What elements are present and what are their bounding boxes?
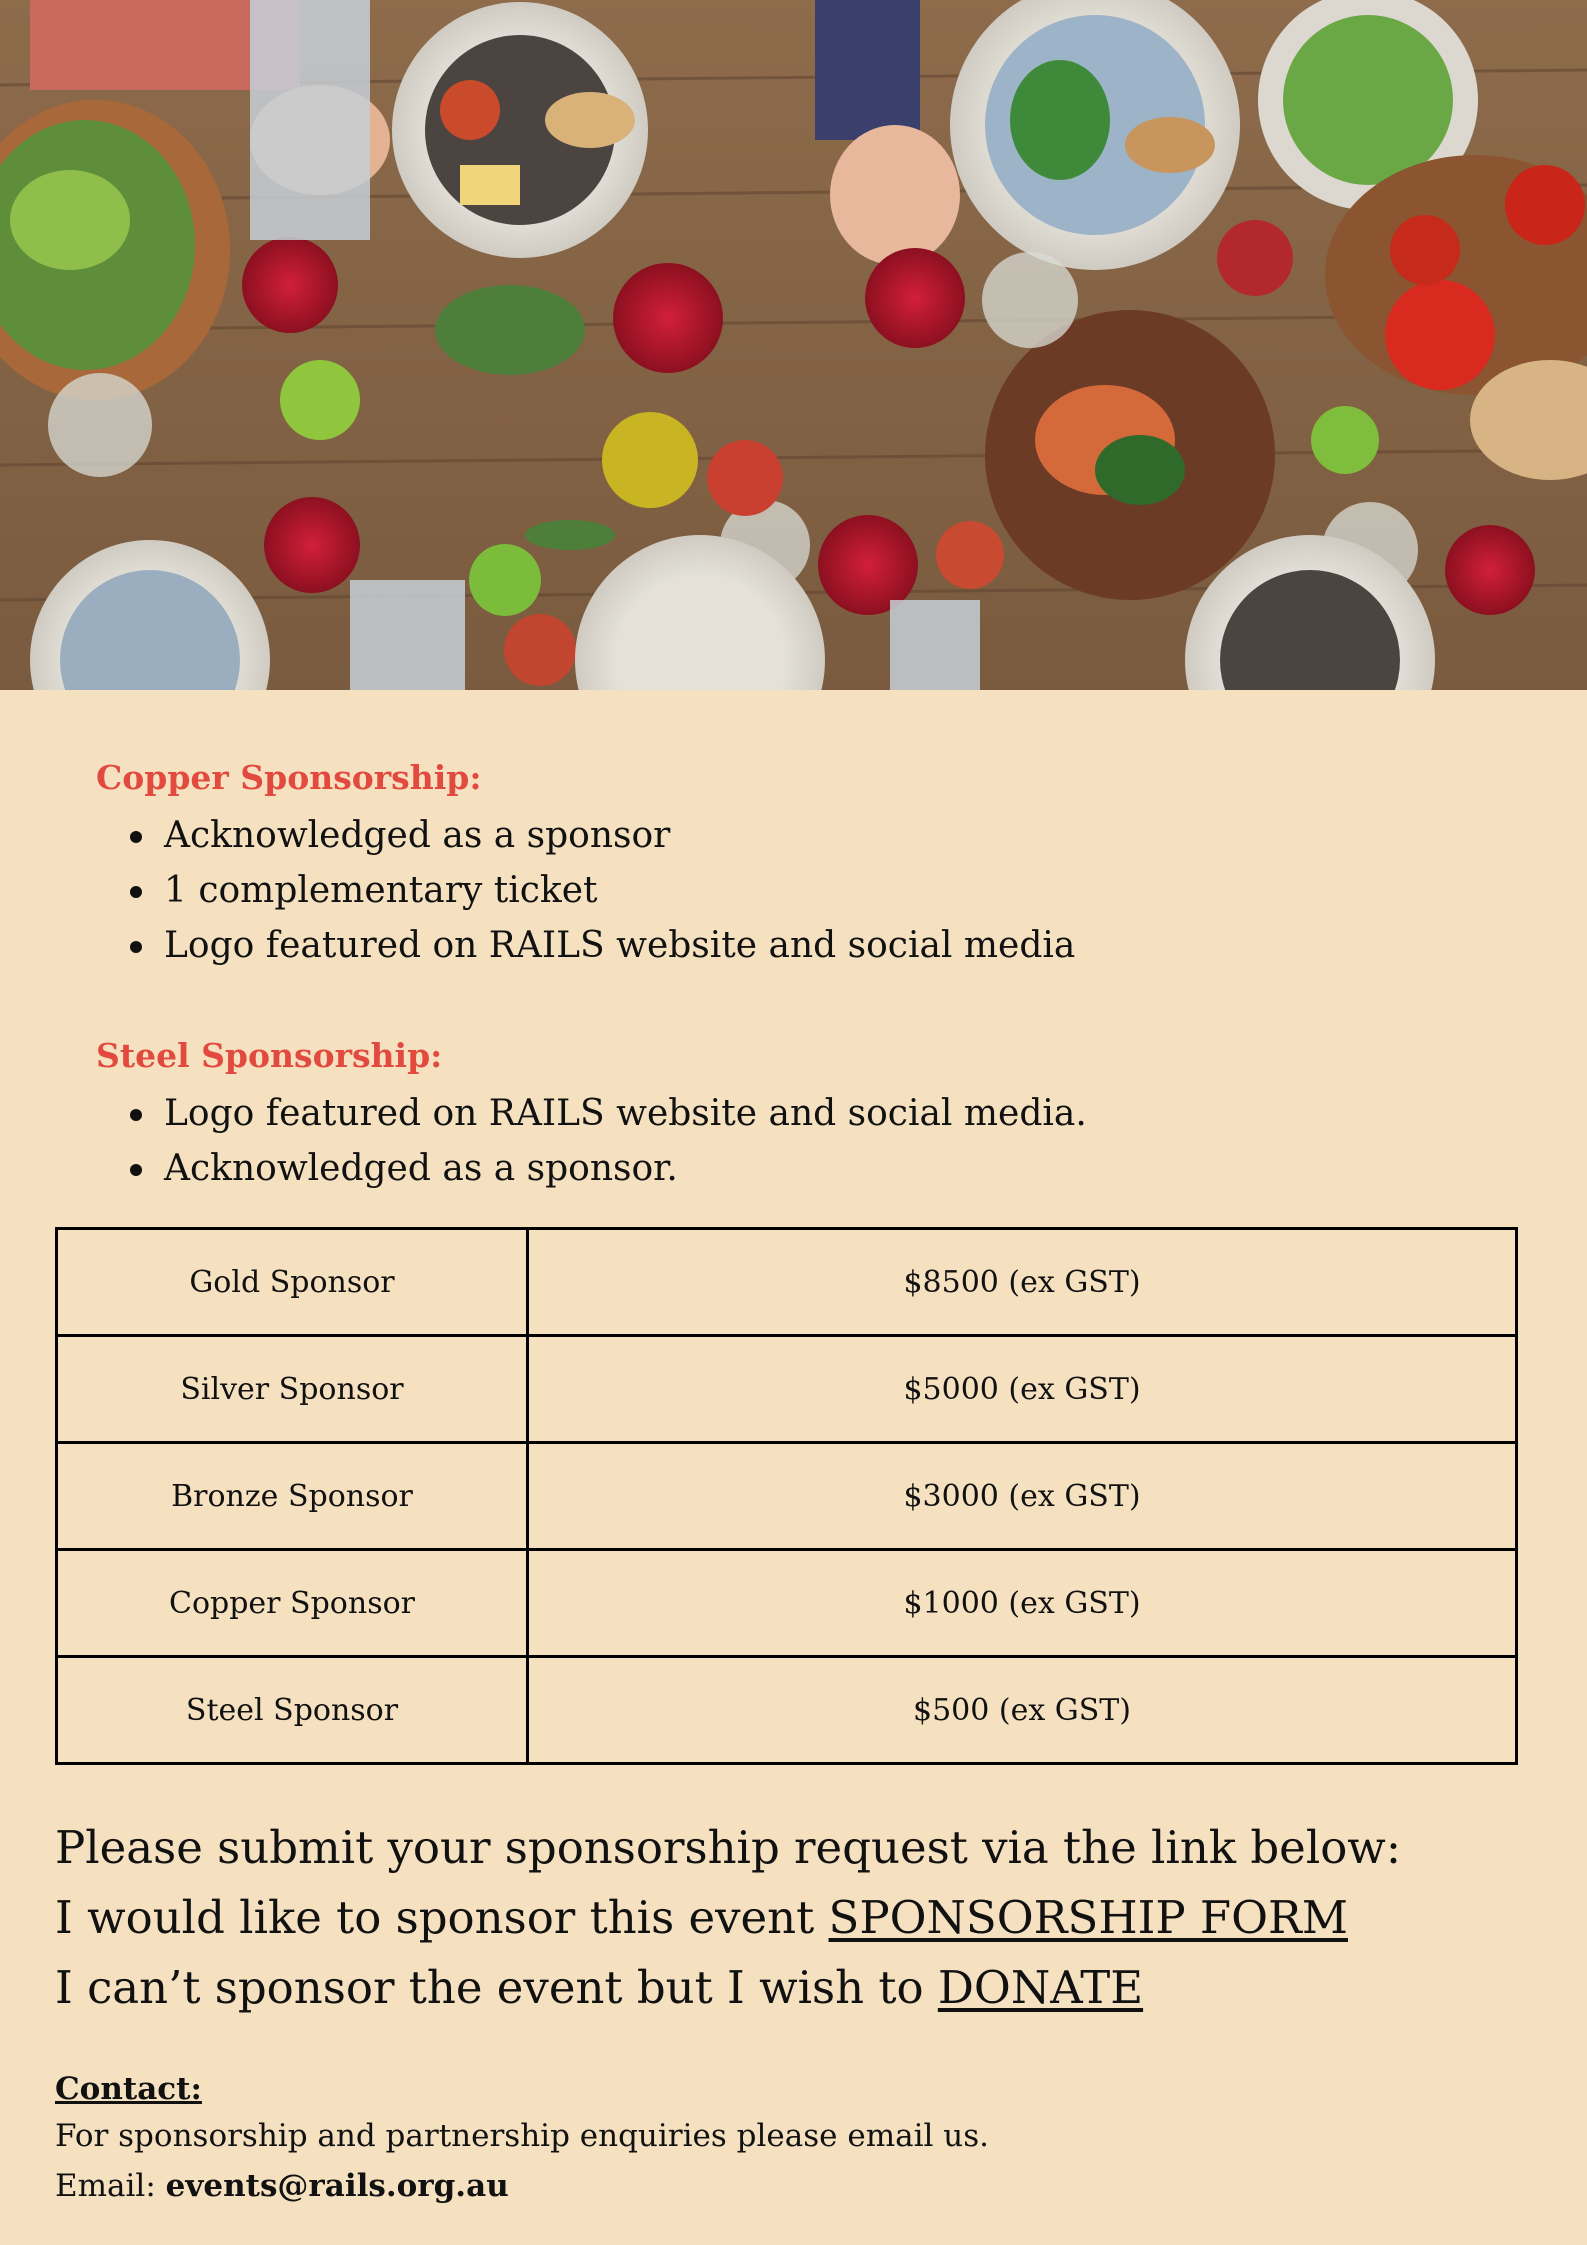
price-cell: $5000 (ex GST): [528, 1336, 1517, 1443]
tier-cell: Copper Sponsor: [57, 1550, 528, 1657]
pricing-table: [55, 1227, 1518, 1765]
list-item: Acknowledged as a sponsor: [128, 808, 1075, 863]
table-row: [57, 1229, 1517, 1336]
copper-sponsorship-title: Copper Sponsorship:: [96, 758, 482, 797]
table-row: [57, 1336, 1517, 1443]
email-line: [55, 2168, 509, 2204]
sponsor-line-text: I would like to sponsor this event: [55, 1891, 829, 1944]
table-row: [57, 1550, 1517, 1657]
price-cell: $1000 (ex GST): [528, 1550, 1517, 1657]
price-cell: $8500 (ex GST): [528, 1229, 1517, 1336]
tier-cell: Steel Sponsor: [57, 1657, 528, 1764]
price-cell: $3000 (ex GST): [528, 1443, 1517, 1550]
hero-image: [0, 0, 1587, 690]
sponsor-line: [55, 1883, 1348, 1953]
donate-line: [55, 1953, 1143, 2023]
tier-cell: Bronze Sponsor: [57, 1443, 528, 1550]
tier-cell: Silver Sponsor: [57, 1336, 528, 1443]
steel-sponsorship-title: Steel Sponsorship:: [96, 1036, 443, 1075]
list-item: Acknowledged as a sponsor.: [128, 1141, 1087, 1196]
list-item: 1 complementary ticket: [128, 863, 1075, 918]
table-row: [57, 1443, 1517, 1550]
table-row: [57, 1657, 1517, 1764]
tier-cell: Gold Sponsor: [57, 1229, 528, 1336]
donate-line-text: I can’t sponsor the event but I wish to: [55, 1961, 938, 2014]
table-spread-photo: [0, 0, 1587, 690]
steel-benefits-list: [128, 1086, 1087, 1196]
donate-link[interactable]: DONATE: [937, 1961, 1144, 2014]
email-address[interactable]: events@rails.org.au: [165, 2168, 509, 2204]
email-label: Email:: [55, 2168, 166, 2204]
contact-heading: Contact:: [55, 2071, 202, 2107]
sponsorship-form-link[interactable]: SPONSORSHIP FORM: [828, 1891, 1349, 1944]
copper-benefits-list: [128, 808, 1075, 973]
submit-instruction: Please submit your sponsorship request via the link below:: [55, 1821, 1401, 1874]
list-item: Logo featured on RAILS website and social media: [128, 918, 1075, 973]
price-cell: $500 (ex GST): [528, 1657, 1517, 1764]
contact-text: For sponsorship and partnership enquiries please email us.: [55, 2118, 989, 2154]
list-item: Logo featured on RAILS website and social media.: [128, 1086, 1087, 1141]
